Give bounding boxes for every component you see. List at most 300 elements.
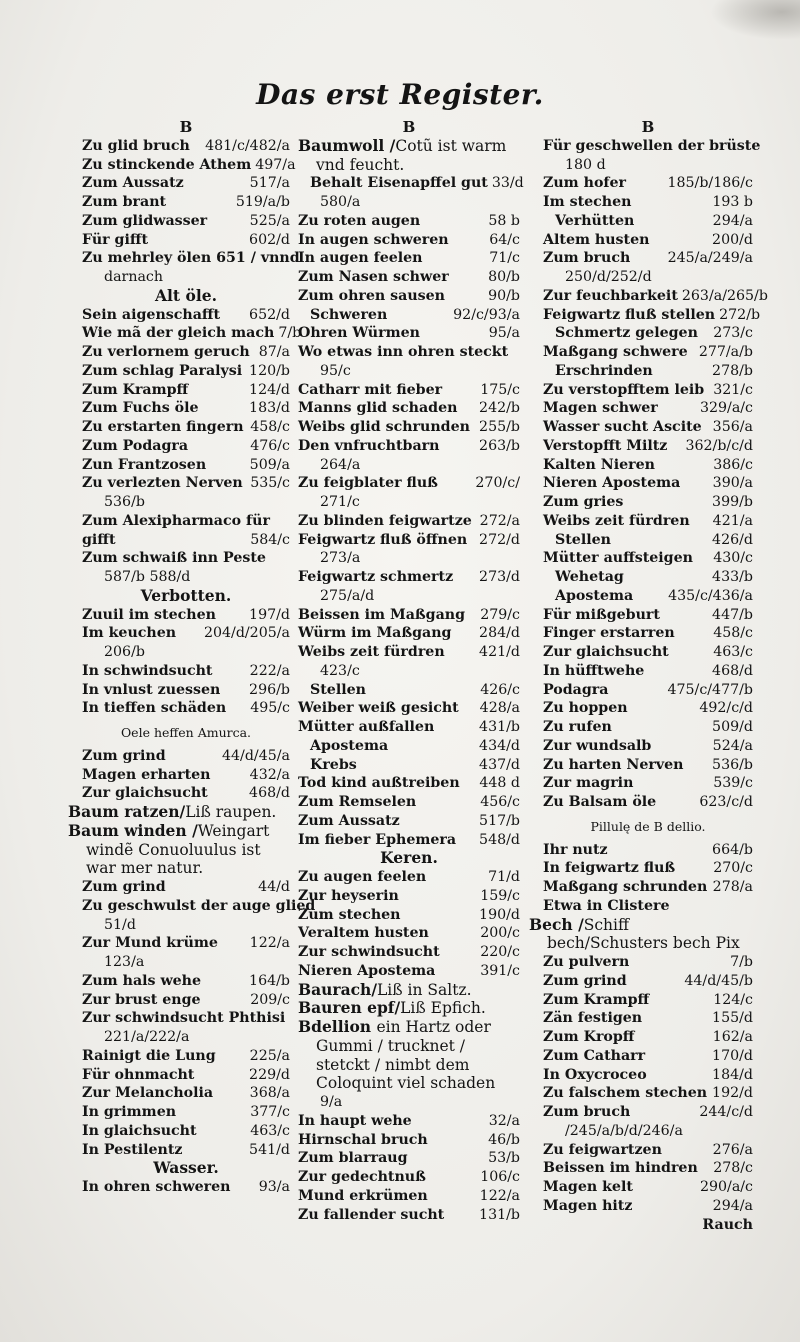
entry-page-ref: 185/b/186/c [667,175,753,192]
entry-continuation: 271/c [320,494,360,510]
main-entry-note: Weingart windẽ Conuoluulus ist war mer natur. [86,821,270,878]
entry-page-ref: 242/b [479,400,520,417]
entry-term: Ohren Würmen [298,325,420,342]
entry-list [82,1047,290,1160]
entry-page-ref: 536/b [712,756,753,773]
index-entry [298,793,520,812]
entry-term: Zum hofer [543,175,627,192]
entry-page-ref: 447/b [712,606,753,623]
main-entry-note: ein Hartz oder Gummi / trucknet / stetckt / nimbt dem Coloquint viel schaden [316,1018,496,1093]
entry-page-ref: 122/a [479,1187,520,1204]
entry-term: Zu blinden feigwartze [298,512,472,529]
entry-continuation: 180 d [565,156,606,173]
entry-term: Zum glidwasser [82,212,208,229]
entry-page-ref: 475/c/477/b [667,681,753,698]
entry-list [298,212,520,306]
entry-list [298,512,520,550]
entry-term: Beissen im Maßgang [298,606,466,623]
entry-page-ref: 458/c [713,625,753,642]
entry-term: Zur feuchbarkeit [543,287,678,304]
index-entry [543,737,753,756]
entry-list [543,287,768,325]
entry-page-ref: 170/d [712,1047,753,1064]
entry-list [543,531,753,550]
entry-page-ref: 106/c [480,1169,520,1185]
entry-list [543,381,753,531]
entry-term: Mütter außfallen [298,719,435,735]
index-entry [82,381,290,400]
entry-term: Zu verlornem geruch [82,344,250,360]
entry-term: Zum brant [82,194,167,210]
entry-page-ref: 270/c/ [475,475,520,492]
entry-page-ref: 329/a/c [699,400,753,417]
entry-page-ref: 244/c/d [699,1104,753,1120]
entry-term: In Oxycroceo [543,1066,647,1083]
index-entry [82,549,290,568]
entry-page-ref: 623/c/d [699,794,753,810]
entry-term: In hüfftwehe [543,662,645,679]
entry-term: Nieren Apostema [298,962,436,979]
entry-term: Zu roten augen [298,212,421,229]
entry-term: Podagra [543,681,609,698]
entry-term: Zur Mund krüme [82,935,218,952]
entry-term: Zur gedechtnuß [298,1169,426,1185]
section-heading: Wasser. [153,1158,219,1178]
entry-term: Zur brust enge [82,991,201,1008]
entry-page-ref: 463/c [713,644,753,660]
entry-page-ref [286,512,290,531]
catchword: Rauch [702,1216,753,1233]
index-entry [82,324,302,343]
index-entry [543,418,753,437]
entry-continuation: 580/a [320,194,361,210]
main-entry-note: Schiff bech/Schusters bech Pix [547,915,740,953]
main-entry-note: Cotũ ist warm vnd feucht. [316,136,507,174]
entry-page-ref: 434/d [479,737,520,754]
entry-page-ref: 519/a/b [235,194,290,210]
column-letter: B [402,118,416,136]
index-entry [82,212,290,231]
main-entry-term: Bech / [529,914,584,934]
entry-page-ref: 296/b [249,681,290,698]
entry-term: Feigwartz schmertz [298,569,454,585]
index-entry [82,784,290,803]
entry-page-ref: 524/a [712,737,753,754]
entry-list [543,568,753,606]
entry-page-ref: 456/c [480,794,520,810]
entry-page-ref: 664/b [712,841,753,858]
index-entry [298,212,520,231]
index-entry [298,418,520,437]
main-entry-term: Baum ratzen/ [68,802,186,821]
entry-term: Stellen [310,681,366,698]
entry-list [298,606,520,662]
entry-term: Zur heyserin [298,887,399,904]
index-entry [543,606,753,625]
entry-term: Rainigt die Lung [82,1047,216,1064]
entry-list [82,934,290,953]
entry-page-ref: 602/d [249,231,290,248]
entry-continuation: 123/a [104,954,145,970]
entry-page-ref: 435/c/436/a [668,587,753,604]
entry-page-ref: 433/b [712,569,753,585]
entry-page-ref: 279/c [480,606,520,623]
main-entry [68,822,290,878]
entry-list [543,362,753,381]
entry-page-ref: 284/d [479,625,520,642]
column-1 [68,118,316,1197]
entry-term: Zum Aussatz [298,812,400,829]
entry-page-ref: 64/c [489,231,520,248]
entry-term: Krebs [310,756,357,773]
entry-page-ref: 33/d [491,175,524,192]
index-entry [82,972,290,991]
entry-term: Zu verlezten Nerven [82,475,243,492]
entry-page-ref: 652/d [249,306,290,323]
entry-term: Zum Aussatz [82,175,184,192]
entry-page-ref: 225/a [249,1047,290,1064]
entry-page-ref: 255/b [479,419,520,435]
entry-term: In augen feelen [298,250,423,267]
entry-page-ref: 362/b/c/d [685,437,753,454]
entry-page-ref [286,549,290,568]
entry-term: Etwa in Clistere [543,897,670,914]
entry-page-ref: 278/b [712,362,753,379]
index-entry [82,1066,290,1085]
entry-term: In haupt wehe [298,1112,412,1129]
entry-term: Feigwartz fluß stellen [543,306,716,323]
entry-page-ref: 278/c [713,1160,753,1177]
entry-term: Zur glaichsucht [82,785,208,802]
index-entry [82,624,290,643]
index-entry [298,512,520,531]
entry-page-ref: 321/c [713,381,753,398]
index-entry [82,193,290,212]
entry-term: Catharr mit fieber [298,381,443,398]
index-entry [298,887,520,906]
entry-term: Weibs zeit fürdren [543,512,690,529]
index-entry [543,362,753,381]
main-entry-note: Liß raupen. [185,803,277,821]
entry-term: Zum Nasen schwer [298,269,449,285]
index-entry [298,249,520,268]
entry-continuation: darnach [104,269,164,285]
index-entry [543,287,768,306]
entry-page-ref [760,137,764,156]
index-entry [298,962,520,981]
entry-term: Schmertz gelegen [555,325,698,342]
entry-term: Wehetag [555,569,624,585]
entry-list [82,137,300,268]
entry-page-ref: 509/a [249,456,290,473]
index-entry [298,606,520,625]
column-letter: B [179,118,193,136]
index-entry [298,381,520,400]
index-entry [543,841,753,860]
entry-page-ref: 426/d [712,531,753,548]
entry-page-ref: 458/c [250,419,290,435]
index-entry [543,249,753,268]
entry-page-ref: 548/d [479,831,520,848]
entry-continuation: 250/d/252/d [565,269,652,285]
entry-term: gifft [82,531,116,548]
entry-page-ref: 391/c [480,962,520,979]
index-entry [82,474,290,493]
entry-page-ref: 377/c [250,1104,290,1120]
entry-page-ref: 497/a [255,156,296,173]
entry-term: Mütter auffsteigen [543,550,693,567]
index-entry [543,193,753,212]
entry-continuation: 264/a [320,456,361,473]
entry-term: Zu feigwartzen [543,1141,662,1158]
entry-page-ref: 222/a [249,662,290,679]
entry-page-ref: 263/b [479,437,520,454]
entry-page-ref: 386/c [713,456,753,473]
index-entry [543,624,753,643]
section-heading: Keren. [380,848,438,868]
main-entry [529,916,753,954]
entry-term: Mund erkrümen [298,1187,428,1204]
entry-page-ref: 278/a [712,879,753,895]
entry-page-ref [516,343,520,362]
entry-term: Zu hoppen [543,700,628,717]
entry-term: Zum Podagra [82,437,189,454]
entry-term: Feigwartz fluß öffnen [298,531,468,548]
entry-list [298,324,520,362]
entry-term: Zur wundsalb [543,737,652,754]
entry-term: Behalt Eisenapffel gut [310,175,488,192]
entry-term: In vnlust zuessen [82,681,221,698]
entry-term: Hirnschal bruch [298,1131,428,1148]
index-entry [298,174,524,193]
index-entry [543,878,753,897]
index-entry [298,343,520,362]
index-entry [543,1009,753,1028]
index-entry [82,137,290,156]
index-entry [543,991,753,1010]
index-entry [82,174,290,193]
entry-term: Im stechen [543,194,632,210]
entry-page-ref: 245/a/249/a [667,250,753,267]
index-entry [298,624,520,643]
entry-page-ref: 481/c/482/a [205,137,290,154]
index-entry [298,812,520,831]
entry-page-ref: 204/d/205/a [203,625,290,642]
entry-page-ref: 58 b [488,212,520,229]
index-entry [82,1084,290,1103]
entry-term: Zum blarraug [298,1150,408,1167]
entry-term: Im keuchen [82,625,177,642]
index-entry [82,1009,290,1028]
index-entry [82,512,290,531]
entry-list [82,972,290,1028]
entry-page-ref: 80/b [488,269,520,285]
entry-page-ref: 131/b [479,1206,520,1223]
entry-page-ref: 120/b [249,362,290,379]
entry-page-ref [749,897,753,916]
index-entry [543,493,753,512]
index-entry [82,1141,290,1160]
entry-term: Finger erstarren [543,625,675,642]
index-entry [298,1131,520,1150]
entry-term: Zum grind [82,879,166,895]
index-entry [543,212,753,231]
entry-term: Magen erharten [82,766,211,783]
entry-continuation: 273/a [320,550,361,567]
entry-term: Zum ohren sausen [298,287,445,304]
entry-term: Zu glid bruch [82,137,190,154]
entry-page-ref: 272/a [479,512,520,529]
entry-page-ref: 426/c [480,681,520,698]
entry-page-ref: 290/a/c [699,1179,753,1195]
entry-page-ref: 368/a [249,1085,290,1102]
entry-term: Apostema [310,737,389,754]
index-entry [298,831,520,850]
index-entry [82,399,290,418]
entry-page-ref: 164/b [249,972,290,989]
index-entry [543,972,753,991]
page-title: Das erst Register. [256,78,544,111]
entry-term: Im fieber Ephemera [298,831,457,848]
entry-term: Zuuil im stechen [82,606,216,623]
index-entry [82,531,290,550]
entry-page-ref: 87/a [258,344,290,360]
entry-page-ref: 175/c [480,381,520,398]
index-entry [82,231,290,250]
index-entry [82,1047,290,1066]
index-entry [543,897,753,916]
entry-term: Zum bruch [543,250,631,267]
entry-list [298,737,520,775]
index-entry [543,1047,753,1066]
index-entry [298,399,520,418]
entry-term: Zu erstarten fingern [82,419,244,435]
entry-page-ref: 272/b [719,306,761,323]
entry-term: Verhütten [555,212,635,229]
index-entry [543,718,753,737]
entry-page-ref: 541/d [249,1141,290,1158]
column-2 [298,118,524,1224]
index-entry [543,1103,753,1122]
entry-list [543,1141,753,1216]
entry-continuation: 206/b [104,644,145,660]
entry-page-ref: 517/a [249,175,290,192]
main-entry-term: Baum winden / [68,820,198,840]
section-heading: Alt öle. [155,285,217,305]
main-entry-term: Bdellion [298,1017,372,1036]
index-entry [82,343,290,362]
entry-term: Zum Catharr [543,1047,646,1064]
entry-term: Nieren Apostema [543,475,681,492]
index-entry [298,268,520,287]
entry-page-ref: 535/c [250,475,290,492]
index-entry [298,437,520,456]
entry-page-ref: 159/c [480,887,520,904]
entry-page-ref: 430/c [713,550,753,567]
entry-page-ref: 124/d [249,381,290,398]
entry-page-ref: 229/d [249,1066,290,1083]
entry-page-ref: 200/c [480,925,520,942]
entry-page-ref [286,1009,290,1028]
entry-list [543,231,753,269]
entry-term: Apostema [555,587,634,604]
entry-term: Schweren [310,306,388,323]
index-entry [298,756,520,775]
index-entry [82,418,290,437]
index-entry [543,587,753,606]
entry-term: Zun Frantzosen [82,456,207,473]
entry-page-ref: 93/a [258,1179,290,1195]
index-entry [543,437,753,456]
index-entry [298,681,520,700]
index-entry [543,306,761,325]
entry-term: Zu geschwulst der auge glied [82,897,316,914]
entry-term: Zu verstopfftem leib [543,381,705,398]
entry-page-ref: 277/a/b [698,344,753,360]
entry-term: Stellen [555,531,611,548]
entry-term: Weibs glid schrunden [298,419,470,435]
index-entry [298,306,520,325]
entry-list [82,1178,290,1197]
index-entry [82,699,290,718]
index-entry [543,512,753,531]
entry-list [82,878,316,916]
entry-page-ref: 509/d [712,719,753,735]
entry-term: Zum grind [82,747,166,764]
entry-page-ref: 71/c [489,250,520,267]
index-entry [298,774,520,793]
entry-term: Ihr nutz [543,841,608,858]
index-entry [82,878,290,897]
index-entry [82,1178,290,1197]
index-entry [543,662,753,681]
entry-page-ref: 390/a [712,475,753,492]
entry-term: Maßgang schwere [543,344,688,360]
entry-term: Manns glid schaden [298,400,458,417]
index-entry [298,1206,520,1225]
index-entry [543,231,753,250]
entry-term: Zur schwindsucht [298,944,440,960]
entry-term: Zum gries [543,494,624,510]
entry-page-ref: 220/c [480,944,520,960]
main-entry-term: Baurach/ [298,979,377,999]
index-entry [82,897,316,916]
entry-term: In feigwartz fluß [543,860,676,877]
index-entry [82,766,290,785]
entry-term: In Pestilentz [82,1141,183,1158]
entry-page-ref: 162/a [712,1029,753,1045]
entry-term: Zu rufen [543,719,612,735]
entry-page-ref: 421/d [479,644,520,660]
main-entry-note: Liß Epfich. [400,999,486,1018]
index-entry [543,456,753,475]
index-entry [543,1197,753,1216]
index-entry [82,606,290,625]
index-entry [298,737,520,756]
entry-term: In ohren schweren [82,1179,231,1195]
entry-term: Wasser sucht Ascite [543,419,702,435]
entry-term: Zu pulvern [543,954,630,970]
index-entry [298,924,520,943]
entry-page-ref: 437/d [479,756,520,773]
index-entry [543,793,753,812]
entry-page-ref: 155/d [712,1010,753,1027]
entry-term: Für mißgeburt [543,606,660,623]
index-entry [298,1149,520,1168]
main-entry-term: Baumwoll / [298,135,396,155]
index-entry [298,231,520,250]
index-entry [543,1159,753,1178]
